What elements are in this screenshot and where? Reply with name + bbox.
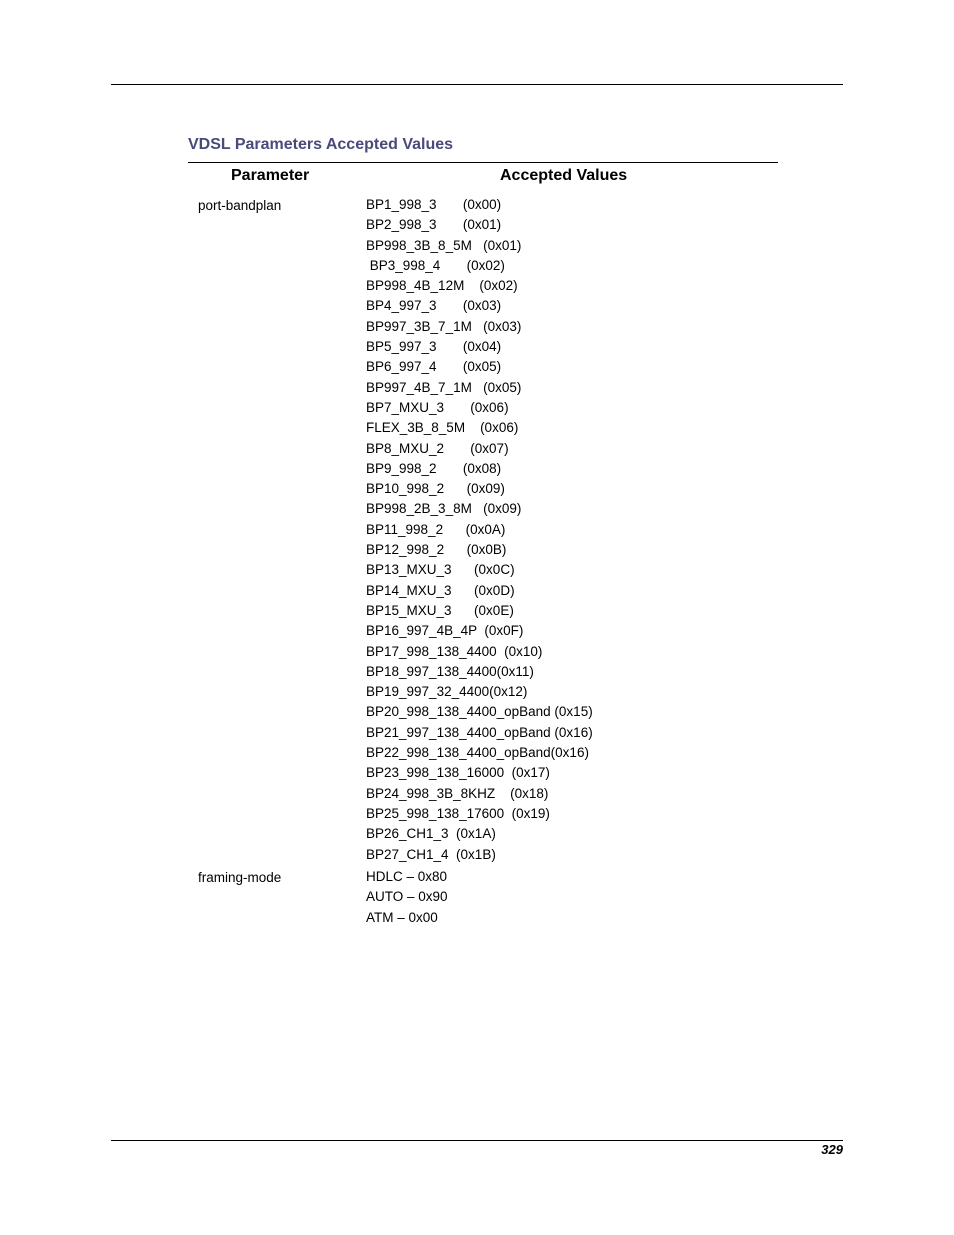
parameter-name-framing-mode: framing-mode: [198, 870, 282, 885]
column-header-parameter: Parameter: [231, 167, 310, 184]
accepted-value-item: AUTO – 0x90: [366, 889, 448, 905]
accepted-value-item: BP17_998_138_4400 (0x10): [366, 643, 543, 659]
section-title: VDSL Parameters Accepted Values: [188, 136, 454, 153]
accepted-value-item: BP15_MXU_3 (0x0E): [366, 602, 514, 618]
accepted-value-item: BP10_998_2 (0x09): [366, 481, 505, 497]
accepted-value-item: BP998_3B_8_5M (0x01): [366, 237, 522, 253]
accepted-value-item: BP8_MXU_2 (0x07): [366, 440, 509, 456]
accepted-value-item: BP18_997_138_4400(0x11): [366, 663, 534, 679]
accepted-value-item: BP998_2B_3_8M (0x09): [366, 501, 522, 517]
accepted-value-item: BP20_998_138_4400_opBand (0x15): [366, 704, 593, 720]
column-header-accepted-values: Accepted Values: [500, 167, 628, 184]
parameter-name-port-bandplan: port-bandplan: [198, 198, 282, 213]
accepted-value-item: BP12_998_2 (0x0B): [366, 542, 507, 558]
table-top-rule: [188, 162, 778, 163]
accepted-value-item: BP26_CH1_3 (0x1A): [366, 826, 496, 842]
accepted-value-item: BP22_998_138_4400_opBand(0x16): [366, 745, 589, 761]
accepted-value-item: BP7_MXU_3 (0x06): [366, 399, 509, 415]
value-list-port-bandplan: [366, 195, 593, 865]
accepted-value-item: BP998_4B_12M (0x02): [366, 278, 518, 294]
accepted-value-item: ATM – 0x00: [366, 909, 438, 925]
accepted-value-item: BP5_997_3 (0x04): [366, 339, 502, 355]
accepted-value-item: BP2_998_3 (0x01): [366, 217, 502, 233]
accepted-value-item: BP23_998_138_16000 (0x17): [366, 765, 550, 781]
accepted-value-item: BP13_MXU_3 (0x0C): [366, 562, 515, 578]
accepted-value-item: BP11_998_2 (0x0A): [366, 521, 506, 537]
value-list-framing-mode: [366, 867, 448, 928]
accepted-value-item: BP25_998_138_17600 (0x19): [366, 805, 550, 821]
accepted-value-item: BP4_997_3 (0x03): [366, 298, 502, 314]
accepted-value-item: BP6_997_4 (0x05): [366, 359, 502, 375]
accepted-value-item: BP16_997_4B_4P (0x0F): [366, 623, 524, 639]
header-rule: [111, 84, 843, 85]
accepted-value-item: BP1_998_3 (0x00): [366, 197, 502, 212]
accepted-value-item: BP9_998_2 (0x08): [366, 460, 502, 476]
accepted-value-item: FLEX_3B_8_5M (0x06): [366, 420, 519, 436]
accepted-value-item: BP24_998_3B_8KHZ (0x18): [366, 785, 549, 801]
accepted-value-item: BP997_3B_7_1M (0x03): [366, 318, 522, 334]
accepted-value-item: BP27_CH1_4 (0x1B): [366, 846, 496, 862]
accepted-value-item: HDLC – 0x80: [366, 869, 448, 884]
accepted-value-item: BP14_MXU_3 (0x0D): [366, 582, 515, 598]
accepted-value-item: BP19_997_32_4400(0x12): [366, 684, 528, 700]
accepted-value-item: BP21_997_138_4400_opBand (0x16): [366, 724, 593, 740]
footer-rule: [111, 1140, 843, 1141]
accepted-value-item: BP997_4B_7_1M (0x05): [366, 379, 522, 395]
page-number: 329: [821, 1142, 843, 1157]
accepted-value-item: BP3_998_4 (0x02): [366, 257, 505, 273]
